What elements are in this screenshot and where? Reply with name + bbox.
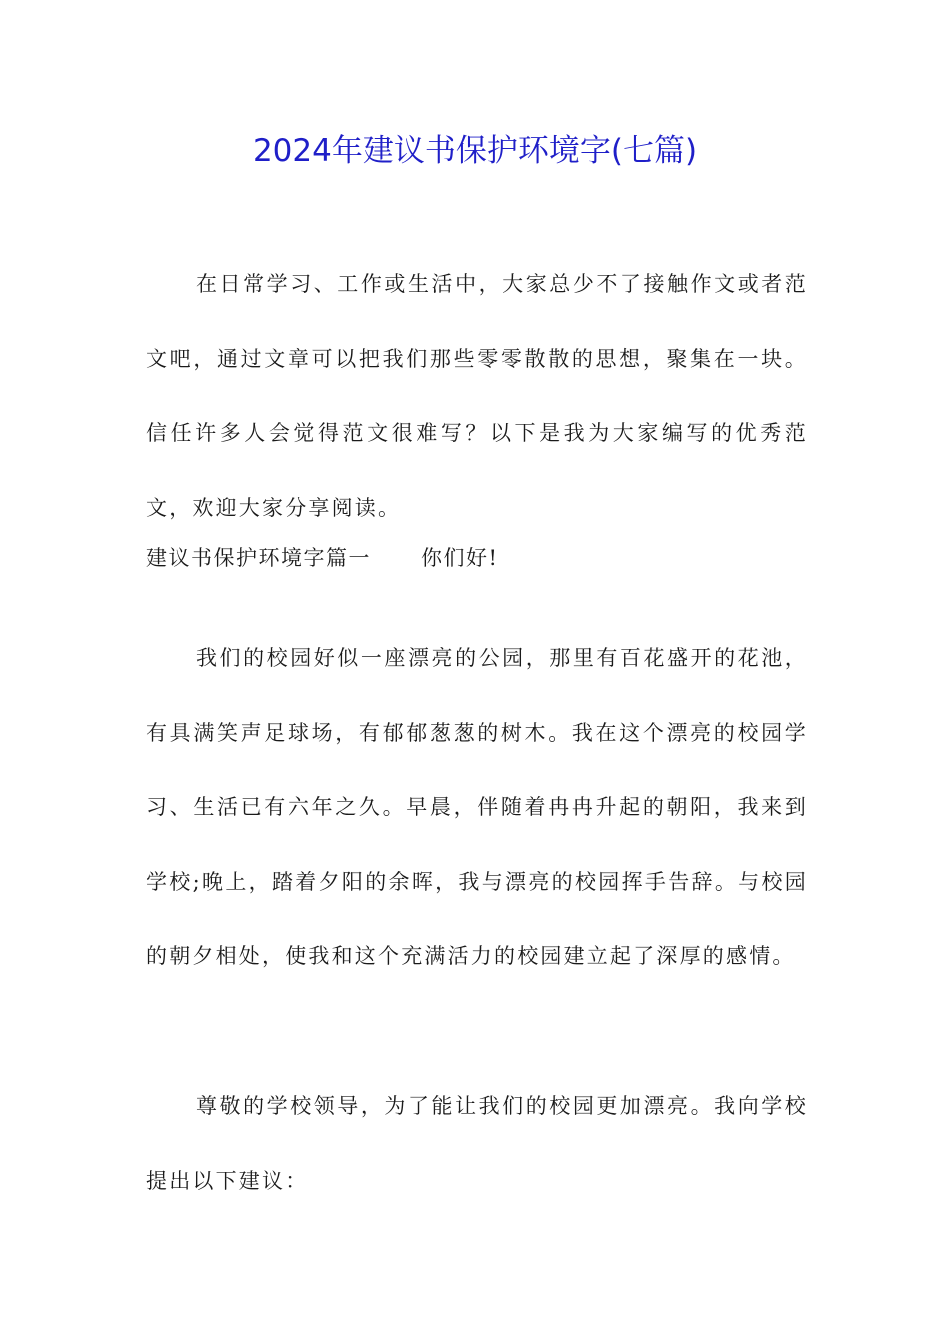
body-paragraph-2: 尊敬的学校领导，为了能让我们的校园更加漂亮。我向学校提出以下建议： xyxy=(146,1094,808,1193)
section-heading-line xyxy=(146,538,498,578)
intro-paragraph: 在日常学习、工作或生活中，大家总少不了接触作文或者范文吧，通过文章可以把我们那些零零散散的思想，聚集在一块。信任许多人会觉得范文很难写？以下是我为大家编写的优秀范文，欢迎大家分享阅读。 xyxy=(146,272,808,520)
greeting: 你们好! xyxy=(421,546,499,570)
body-paragraph-1: 我们的校园好似一座漂亮的公园，那里有百花盛开的花池，有具满笑声足球场，有郁郁葱葱的树木。我在这个漂亮的校园学习、生活已有六年之久。早晨，伴随着冉冉升起的朝阳，我来到学校;晚上，踏着夕阳的余晖，我与漂亮的校园挥手告辞。与校园的朝夕相处，使我和这个充满活力的校园建立起了深厚的感情。 xyxy=(146,646,808,968)
document-title: 2024年建议书保护环境字(七篇) xyxy=(252,133,698,169)
section-heading: 建议书保护环境字篇一 xyxy=(146,546,371,570)
